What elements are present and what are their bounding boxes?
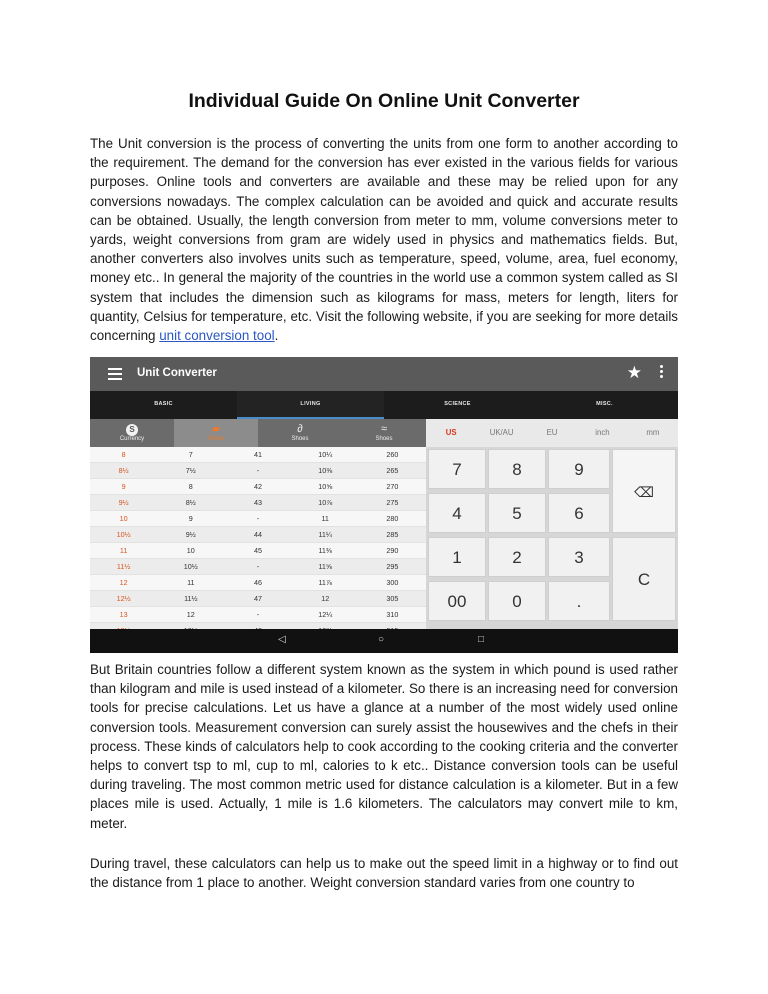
- key-decimal[interactable]: .: [548, 581, 610, 621]
- table-row: [90, 495, 426, 511]
- table-cell: 10¼: [318, 450, 333, 459]
- table-row: [90, 543, 426, 559]
- table-cell: 10⅝: [318, 482, 333, 491]
- star-icon[interactable]: ★: [626, 363, 642, 382]
- subtab-shoes-women[interactable]: [258, 419, 342, 447]
- intro-paragraph: [90, 134, 678, 345]
- unit-mm[interactable]: mm: [646, 428, 660, 437]
- table-cell: -: [256, 562, 260, 571]
- table-cell: 11½: [116, 562, 131, 571]
- key-8[interactable]: 8: [488, 449, 546, 489]
- more-vert-icon[interactable]: [660, 365, 664, 380]
- table-cell: 11⅜: [318, 546, 332, 555]
- category-tabs: [90, 391, 678, 419]
- key-2[interactable]: 2: [488, 537, 546, 577]
- size-table: [90, 447, 426, 639]
- body-paragraph-2: But Britain countries follow a different system known as the system in which pound is used rather than kilogram and mile is used instead of a kilometer. So there is an increasing need for conversion tools for precise calculations. Let us have a glance at a number of the most widely used online conversion tools. Measurement conversion can surely assist the housewives and the chefs in their process. These kinds of calculators help to cook according to the cooking criteria and the converter helps to convert tsp to ml, cup to ml, calories to k etc.. Distance conversion tools can be useful during traveling. The most common metric used for distance calculation is a kilometer. But in a few places mile is used. Actually, 1 mile is 1.6 kilometers. The calculators may convert mile to km, meter.: [90, 662, 678, 831]
- table-cell: 310: [386, 610, 399, 619]
- table-cell: 290: [386, 546, 399, 555]
- table-cell: 11: [119, 546, 128, 555]
- table-cell: 265: [386, 466, 399, 475]
- shoe-icon: ▰: [211, 423, 221, 435]
- tab-misc[interactable]: MISC.: [596, 401, 613, 407]
- table-row: [90, 591, 426, 607]
- table-cell: 8½: [118, 466, 129, 475]
- table-row: [90, 607, 426, 623]
- table-cell: 11¼: [318, 530, 332, 539]
- table-row: [90, 479, 426, 495]
- table-cell: 47: [254, 594, 262, 603]
- table-cell: 10⅜: [318, 466, 333, 475]
- table-cell: 45: [254, 546, 262, 555]
- table-cell: 11: [321, 514, 329, 523]
- nav-recents-icon[interactable]: □: [478, 634, 485, 645]
- table-cell: 305: [386, 594, 399, 603]
- tab-living[interactable]: LIVING: [237, 391, 384, 419]
- table-cell: 300: [386, 578, 399, 587]
- table-cell: 11½: [184, 594, 198, 603]
- table-cell: 260: [386, 450, 399, 459]
- table-cell: 43: [254, 498, 262, 507]
- table-cell: 7½: [185, 466, 196, 475]
- unit-eu[interactable]: EU: [546, 428, 558, 437]
- table-cell: 11⅞: [318, 578, 332, 587]
- table-cell: 275: [386, 498, 399, 507]
- keypad: [426, 447, 678, 629]
- table-cell: 41: [254, 450, 262, 459]
- table-row: [90, 559, 426, 575]
- key-3[interactable]: 3: [548, 537, 610, 577]
- table-row: [90, 463, 426, 479]
- table-cell: 10: [186, 546, 195, 555]
- body-paragraph-3: During travel, these calculators can help us to make out the speed limit in a highway or to find out the distance from 1 place to another. Weight conversion standard varies from one country to: [90, 856, 678, 891]
- table-cell: -: [256, 514, 260, 523]
- table-cell: 9½: [118, 498, 129, 507]
- table-cell: 12: [186, 610, 195, 619]
- nav-home-icon[interactable]: ○: [378, 634, 385, 645]
- tab-science[interactable]: SCIENCE: [444, 401, 471, 407]
- table-cell: 12: [119, 578, 128, 587]
- hamburger-menu-icon[interactable]: [108, 366, 122, 380]
- backspace-key[interactable]: [612, 449, 676, 533]
- key-9[interactable]: 9: [548, 449, 610, 489]
- nav-back-icon[interactable]: ◁: [278, 634, 286, 645]
- subtab-label: Shoes: [291, 436, 309, 442]
- table-cell: 11: [187, 578, 195, 587]
- subtab-label: Shoes: [375, 436, 393, 442]
- app-toolbar: [90, 357, 678, 391]
- table-cell: 8½: [185, 498, 196, 507]
- android-nav-bar: [90, 629, 678, 653]
- table-row: [90, 447, 426, 463]
- tab-basic[interactable]: BASIC: [154, 401, 173, 407]
- currency-icon: S: [90, 423, 174, 436]
- table-cell: 9: [121, 482, 126, 491]
- subcategory-tabs: [90, 419, 426, 447]
- table-cell: -: [256, 610, 260, 619]
- table-cell: 9½: [185, 530, 196, 539]
- subtab-shoes-men[interactable]: [174, 419, 258, 447]
- table-cell: -: [256, 466, 260, 475]
- table-cell: 10⅞: [318, 498, 333, 507]
- table-cell: 285: [386, 530, 399, 539]
- intro-end: .: [274, 328, 279, 344]
- key-7[interactable]: 7: [428, 449, 486, 489]
- unit-tabs: [426, 419, 678, 447]
- table-cell: 10½: [183, 562, 198, 571]
- intro-text: The Unit conversion is the process of converting the units from one form to another according to the requirement. The demand for the conversion has ever existed in the various fields for various purposes. Online tools and converters are available and these may be relied upon for any conversions nowadays. The complex calculation can be avoided and quick and accurate results can be obtained. Usually, the length conversion from meter to mm, volume conversions meter to yards, weight conversions from gram are widely used in physics and mathematics fields. But, another converters also involves units such as temperature, speed, volume, area, fuel economy, money etc.. In general the majority of the countries in the world use a common system called as SI system that includes the dimension such as kilograms for mass, meters for length, liters for quantity, Celsius for temperature, etc. Visit the following website, if you are seeking for more details concerning: [90, 136, 678, 344]
- page-title: Individual Guide On Online Unit Converter: [188, 90, 580, 112]
- heel-shoe-icon: ∂: [297, 423, 303, 435]
- table-cell: 270: [386, 482, 399, 491]
- table-cell: 295: [386, 562, 399, 571]
- table-cell: 10: [119, 514, 128, 523]
- table-cell: 8: [188, 482, 193, 491]
- subtab-shoes-kids[interactable]: [342, 419, 426, 447]
- table-cell: 12: [321, 594, 330, 603]
- subtab-label: Shoes: [207, 436, 225, 442]
- table-cell: 42: [254, 482, 262, 491]
- table-cell: 12¼: [318, 610, 333, 619]
- unit-us[interactable]: US: [445, 428, 457, 437]
- table-cell: 44: [254, 530, 262, 539]
- table-cell: 8: [121, 450, 126, 459]
- key-5[interactable]: 5: [488, 493, 546, 533]
- table-row: [90, 511, 426, 527]
- sneaker-icon: ≈: [380, 423, 388, 435]
- table-row: [90, 575, 426, 591]
- unit-inch[interactable]: inch: [595, 428, 610, 437]
- key-6[interactable]: 6: [548, 493, 610, 533]
- backspace-icon: ⌫: [634, 484, 654, 500]
- table-cell: 9: [188, 514, 193, 523]
- unit-conversion-tool-link[interactable]: unit conversion tool: [159, 328, 275, 344]
- key-4[interactable]: 4: [428, 493, 486, 533]
- table-cell: 280: [386, 514, 399, 523]
- unit-converter-screenshot: [90, 357, 678, 653]
- subtab-label: Currency: [119, 436, 145, 442]
- key-1[interactable]: 1: [428, 537, 486, 577]
- table-cell: 12½: [116, 594, 131, 603]
- clear-key[interactable]: C: [612, 537, 676, 621]
- table-cell: 11⅝: [318, 562, 332, 571]
- table-cell: 10½: [116, 530, 131, 539]
- key-00[interactable]: 00: [428, 581, 486, 621]
- table-cell: 7: [188, 450, 193, 459]
- table-cell: 13: [119, 610, 128, 619]
- key-0[interactable]: 0: [488, 581, 546, 621]
- table-row: [90, 527, 426, 543]
- app-title: Unit Converter: [137, 367, 217, 379]
- shoe-size-panel: [90, 419, 426, 629]
- table-cell: 46: [254, 578, 262, 587]
- subtab-currency[interactable]: [90, 419, 174, 447]
- unit-uk-au[interactable]: UK/AU: [489, 428, 514, 437]
